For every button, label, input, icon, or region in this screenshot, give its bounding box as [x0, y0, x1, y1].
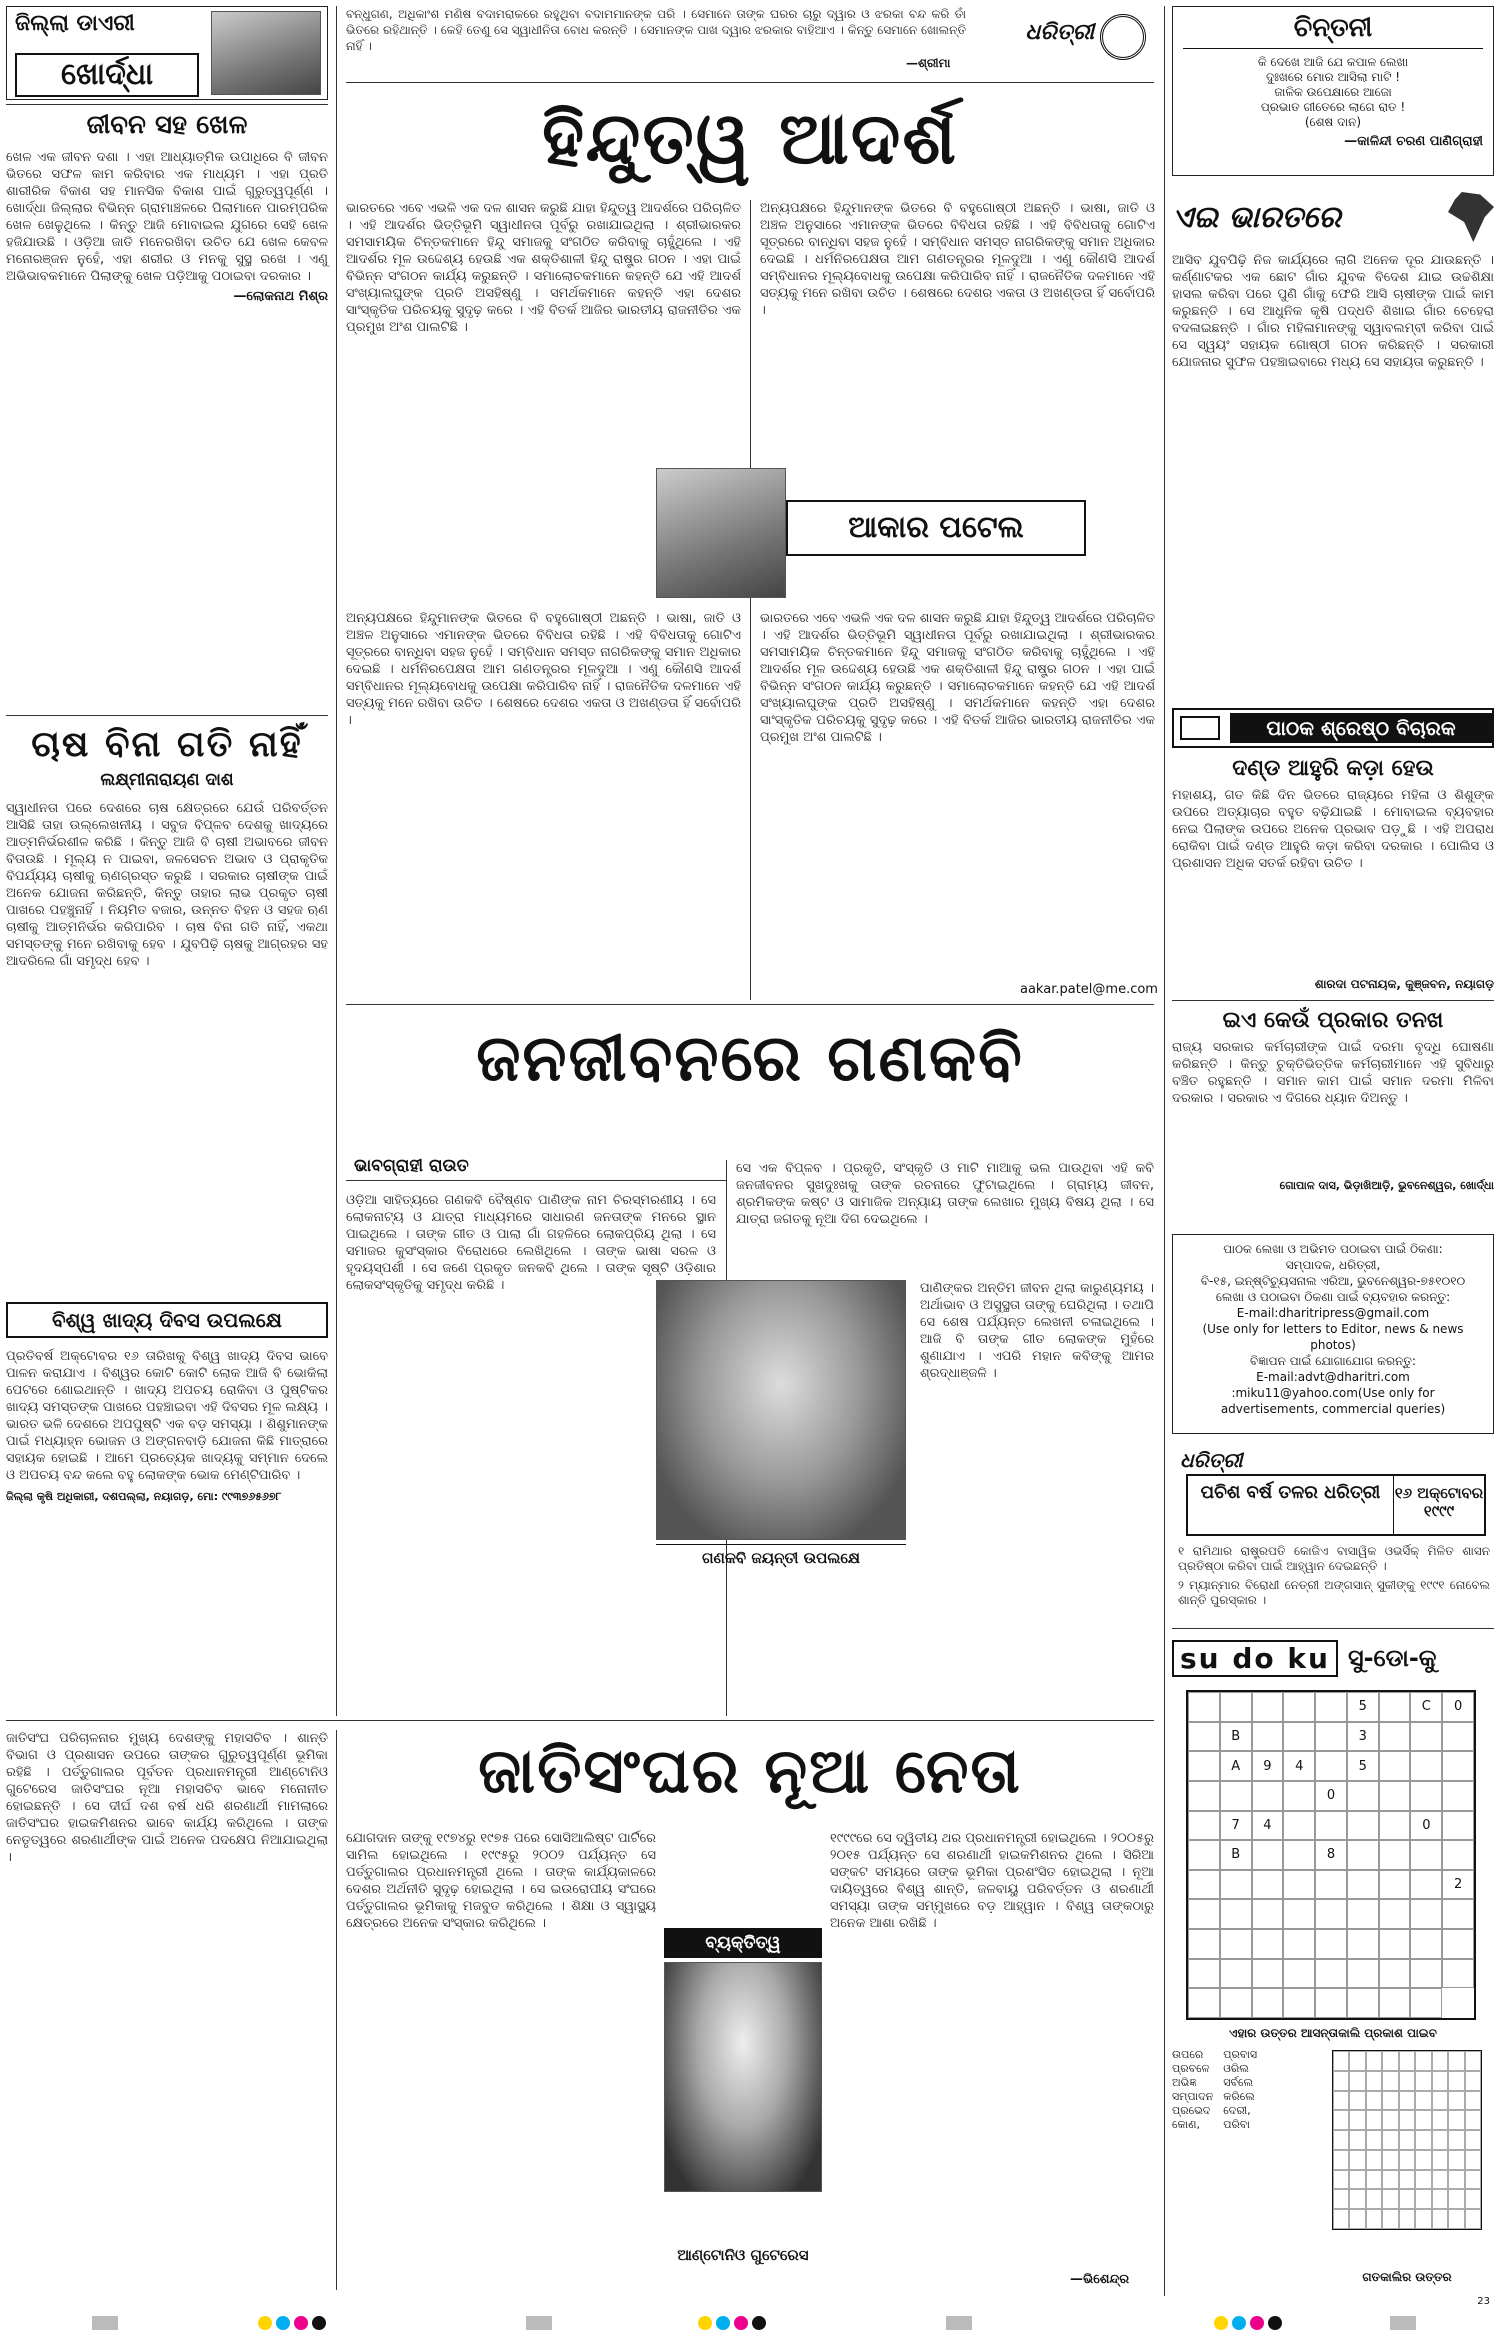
sudoku-cell[interactable]: B	[1220, 1840, 1252, 1870]
sudoku-cell[interactable]	[1315, 1692, 1347, 1722]
solution-cell	[1399, 2150, 1415, 2170]
sudoku-cell[interactable]: 8	[1315, 1840, 1347, 1870]
sudoku-cell[interactable]	[1410, 1751, 1442, 1781]
abroad-title: ଏଇ ଭାରତରେ	[1172, 199, 1341, 235]
solution-cell	[1333, 2091, 1349, 2111]
solution-cell	[1382, 2071, 1398, 2091]
chintanani-line-1: କି ଦେଖେ ଆଜି ଯେ କପାଳ ଲେଖା	[1257, 55, 1409, 69]
submission-address: ବି-୧୫, ଇନ୍‌ଷ୍ଟିଚ୍ୟୁସନାଲ ଏରିଆ, ଭୁବନେଶ୍ୱର-୭୫୧୦୧୦	[1200, 1274, 1466, 1288]
life-game-body: ଖେଳ ଏକ ଜୀବନ ଦଶା । ଏହା ଆଧ୍ୟାତ୍ମିକ ଉପାଧିରେ ବି ଜୀବନ ଭିତରେ ସଫଳ କାମ କରିବାର ଏକ ମାଧ୍ୟମ । ଏହା ପ୍ରତି ଶାରୀରିକ ବିକାଶ ସହ ମାନସିକ ବିକାଶ ପାଇଁ ଗୁରୁତ୍ୱପୂର୍ଣ୍ଣ । ଖୋର୍ଦ୍ଧା ଜିଲ୍ଲାର ବିଭିନ୍ନ ଗ୍ରାମାଞ୍ଚଳରେ ପିଲାମାନେ ପାରମ୍ପରିକ ଖେଳ ଖେଳୁଥିଲେ । କିନ୍ତୁ ଆଜି ମୋବାଇଲ ଯୁଗରେ ସେହି ଖେଳ ହଜିଯାଉଛି । ଓଡ଼ିଆ ଜାତି ମନେରଖିବା ଉଚିତ ଯେ ଖେଳ କେବଳ ମନୋରଞ୍ଜନ ନୁହେଁ, ଏହା ଶରୀର ଓ ମନକୁ ସୁସ୍ଥ ରଖେ । ଏଣୁ ଅଭିଭାବକମାନେ ପିଲାଙ୍କୁ ଖେଳ ପଡ଼ିଆକୁ ପଠାଇବା ଦରକାର ।	[6, 150, 328, 284]
solution-cell	[1399, 2209, 1415, 2229]
abroad-body: ଆସିବ ଯୁବପିଢ଼ି ନିଜ କାର୍ଯ୍ୟରେ ଲାଗି ଅନେକ ଦୂର ଯାଉଛନ୍ତି । କର୍ଣ୍ଣାଟକର ଏକ ଛୋଟ ଗାଁର ଯୁବକ ବିଦେଶ ଯାଇ ଉଚ୍ଚଶିକ୍ଷା ହାସଲ କରିବା ପରେ ପୁଣି ଗାଁକୁ ଫେରି ଆସି ଚାଷୀଙ୍କ ପାଇଁ କାମ କରୁଛନ୍ତି । ସେ ଆଧୁନିକ କୃଷି ପଦ୍ଧତି ଶିଖାଇ ଗାଁର ଚେହେରା ବଦଳାଇଛନ୍ତି । ଗାଁର ମହିଳାମାନଙ୍କୁ ସ୍ୱାବଲମ୍ବୀ କରିବା ପାଇଁ ସେ ସ୍ୱୟଂ ସହାୟକ ଗୋଷ୍ଠୀ ଗଠନ କରିଛନ୍ତି । ସରକାରୀ ଯୋଜନାର ସୁଫଳ ପହଞ୍ଚାଇବାରେ ମଧ୍ୟ ସେ ସହାୟତା କରୁଛନ୍ତି ।	[1172, 253, 1494, 370]
sudoku-cell[interactable]: A	[1220, 1751, 1252, 1781]
solution-cell	[1349, 2130, 1365, 2150]
solution-cell	[1415, 2189, 1431, 2209]
solution-cell	[1432, 2170, 1448, 2190]
chintanani-line-3: ଜାଳିକ ଉପେକ୍ଷାରେ ଆଜୋ	[1274, 85, 1392, 99]
solution-cell	[1333, 2170, 1349, 2190]
wheel-icon	[1100, 14, 1146, 60]
sudoku-cell[interactable]	[1442, 1899, 1474, 1929]
solution-cell	[1349, 2071, 1365, 2091]
sudoku-cell[interactable]	[1410, 1781, 1442, 1811]
lead-column-2b-text: ଭାରତରେ ଏବେ ଏଭଳି ଏକ ଦଳ ଶାସନ କରୁଛି ଯାହା ହିନ୍ଦୁତ୍ୱ ଆଦର୍ଶରେ ପରିଚାଳିତ । ଏହି ଆଦର୍ଶର ଭିତ୍ତିଭୂମି ସ୍ୱାଧୀନତା ପୂର୍ବରୁ ରଖାଯାଇଥିଲା । ଶ୍ରୀଭାରକର ସମସାମୟିକ ଚିନ୍ତକମାନେ ହିନ୍ଦୁ ସମାଜକୁ ସଂଗଠିତ କରିବାକୁ ଚାହୁଁଥିଲେ । ଏହି ଆଦର୍ଶର ମୂଳ ଉଦ୍ଦେଶ୍ୟ ହେଉଛି ଏକ ଶକ୍ତିଶାଳୀ ହିନ୍ଦୁ ରାଷ୍ଟ୍ର ଗଠନ । ଏହା ପାଇଁ ବିଭିନ୍ନ ସଂଗଠନ କାର୍ଯ୍ୟ କରୁଛନ୍ତି । ସମାଲୋଚକମାନେ କହନ୍ତି ଯେ ଏହି ଆଦର୍ଶ ସଂଖ୍ୟାଲଘୁଙ୍କ ପ୍ରତି ଅସହିଷ୍ଣୁ । ସମର୍ଥକମାନେ କହନ୍ତି ଏହା ଦେଶର ସାଂସ୍କୃତିକ ପରିଚୟକୁ ସୁଦୃଢ଼ କରେ । ଏହି ବିତର୍କ ଆଜିର ଭାରତୀୟ ରାଜନୀତିର ଏକ ପ୍ରମୁଖ ଅଂଶ ପାଲଟିଛି ।	[760, 611, 1155, 745]
letter-2-body: ରାଜ୍ୟ ସରକାର କର୍ମଚାରୀଙ୍କ ପାଇଁ ଦରମା ବୃଦ୍ଧି ଘୋଷଣା କରିଛନ୍ତି । କିନ୍ତୁ ଚୁକ୍ତିଭିତ୍ତିକ କର୍ମଚାରୀମାନେ ଏହି ସୁବିଧାରୁ ବଞ୍ଚିତ ରହୁଛନ୍ତି । ସମାନ କାମ ପାଇଁ ସମାନ ଦରମା ମିଳିବା ଦରକାର । ସରକାର ଏ ଦିଗରେ ଧ୍ୟାନ ଦିଅନ୍ତୁ ।	[1172, 1040, 1494, 1106]
solution-cell	[1465, 2189, 1481, 2209]
solution-cell	[1432, 2091, 1448, 2111]
sudoku-cell[interactable]	[1347, 1899, 1379, 1929]
sudoku-cell[interactable]	[1220, 1959, 1252, 1989]
solution-cell	[1448, 2110, 1464, 2130]
letters-banner-text: ପାଠକ ଶ୍ରେଷ୍ଠ ବିଚାରକ	[1230, 713, 1492, 743]
sudoku-cell[interactable]	[1252, 1781, 1284, 1811]
sudoku-cell[interactable]	[1188, 1722, 1220, 1752]
temple-photo	[211, 11, 321, 95]
solution-cell	[1382, 2051, 1398, 2071]
sudoku-cell[interactable]	[1283, 1959, 1315, 1989]
page-number: 23	[1477, 2296, 1490, 2307]
abroad-header	[1172, 192, 1494, 242]
poet-headline: ଜନଜୀବନରେ ଗଣକବି	[476, 1022, 1024, 1096]
sudoku-cell[interactable]	[1283, 1988, 1315, 2018]
submission-note: ଲେଖା ଓ ପଠାଇବା ଠିକଣା ପାଇଁ ବ୍ୟବହାର କରନ୍ତୁ:	[1215, 1290, 1451, 1304]
submission-email-3-note: advertisements, commercial queries)	[1220, 1402, 1446, 1416]
sudoku-cell[interactable]: 3	[1347, 1722, 1379, 1752]
letter-1-body: ମହାଶୟ, ଗତ କିଛି ଦିନ ଭିତରେ ରାଜ୍ୟରେ ମହିଳା ଓ ଶିଶୁଙ୍କ ଉପରେ ଅତ୍ୟାଚାର ବହୁତ ବଢ଼ିଯାଇଛି । ମୋବାଇଲ ବ୍ୟବହାର ନେଇ ପିଲାଙ୍କ ଉପରେ ଅନେକ ପ୍ରଭାବ ପଡ଼ୁଛି । ଏହି ଅପରାଧ ରୋକିବା ପାଇଁ ଦଣ୍ଡ ଆହୁରି କଡ଼ା କରିବା ଦରକାର । ପୋଲିସ ଓ ପ୍ରଶାସନ ଅଧିକ ସତର୍କ ରହିବା ଉଚିତ ।	[1172, 788, 1494, 871]
sudoku-cell[interactable]: 9	[1252, 1751, 1284, 1781]
solution-cell	[1448, 2209, 1464, 2229]
sudoku-cell[interactable]	[1379, 1840, 1411, 1870]
archive-date: ୧୬ ଅକ୍ଟୋବର ୧୯୯୯	[1393, 1476, 1484, 1534]
life-game-attribution: —ଲୋକନାଥ ମିଶ୍ର	[233, 289, 328, 304]
solution-cell	[1399, 2071, 1415, 2091]
sudoku-cell[interactable]	[1283, 1722, 1315, 1752]
sudoku-cell[interactable]	[1188, 1811, 1220, 1841]
farming-author: ଲକ୍ଷ୍ମୀନାରାୟଣ ଦାଶ	[100, 770, 234, 790]
crossword-clues	[1172, 2048, 1322, 2132]
clue-a-5: ପ୍ରଭେଦ	[1172, 2104, 1211, 2117]
archive-item-1: ୧ ରାମିଥାର ରାଷ୍ଟ୍ରପତି କୋଜିଏ ବାସାୱିକ ଓଭର୍ସିକ୍ ମିଳିତ ଶାସନ ପ୍ରତିଷ୍ଠା କରିବା ପାଇଁ ଆହ୍ୱାନ ଦେଇଛନ୍ତି ।	[1178, 1544, 1490, 1573]
clue-a-6: କୋଣ,	[1172, 2118, 1200, 2131]
submission-email-1[interactable]: E-mail:dharitripress@gmail.com	[1236, 1306, 1430, 1320]
solution-cell	[1399, 2189, 1415, 2209]
sudoku-cell[interactable]: 0	[1442, 1692, 1474, 1722]
sudoku-cell[interactable]	[1442, 1722, 1474, 1752]
sudoku-cell[interactable]	[1252, 1899, 1284, 1929]
sudoku-cell[interactable]	[1442, 1751, 1474, 1781]
solution-cell	[1465, 2051, 1481, 2071]
poet-portrait	[656, 1280, 906, 1540]
sudoku-cell[interactable]	[1410, 1722, 1442, 1752]
solution-cell	[1465, 2209, 1481, 2229]
clue-b-1: ପ୍ରବାସ	[1223, 2048, 1258, 2061]
sudoku-cell[interactable]	[1442, 1959, 1474, 1989]
submission-note-2: ବିଜ୍ଞାପନ ପାଇଁ ଯୋଗାଯୋଗ କରନ୍ତୁ:	[1250, 1354, 1416, 1368]
sudoku-cell[interactable]	[1188, 1959, 1220, 1989]
sudoku-cell[interactable]	[1188, 1870, 1220, 1900]
solution-cell	[1415, 2209, 1431, 2229]
dharitri-logo: ଧରିତ୍ରୀ	[1025, 20, 1094, 45]
solution-cell	[1333, 2189, 1349, 2209]
solution-cell	[1432, 2209, 1448, 2229]
solution-cell	[1382, 2209, 1398, 2229]
leader-column-3: ୧୯୯୯ରେ ସେ ଦ୍ୱିତୀୟ ଥର ପ୍ରଧାନମନ୍ତ୍ରୀ ହୋଇଥିଲେ । ୨୦୦୫ରୁ ୨୦୧୫ ପର୍ଯ୍ୟନ୍ତ ସେ ଶରଣାର୍ଥୀ ହାଇକମିଶନର ଥିଲେ । ସିରିଆ ସଙ୍କଟ ସମୟରେ ତାଙ୍କ ଭୂମିକା ପ୍ରଶଂସିତ ହୋଇଥିଲା । ନୂଆ ଦାୟିତ୍ୱରେ ବିଶ୍ୱ ଶାନ୍ତି, ଜଳବାୟୁ ପରିବର୍ତ୍ତନ ଓ ଶରଣାର୍ଥୀ ସମସ୍ୟା ତାଙ୍କ ସମ୍ମୁଖରେ ବଡ଼ ଆହ୍ୱାନ । ବିଶ୍ୱ ତାଙ୍କଠାରୁ ଅନେକ ଆଶା ରଖିଛି ।	[830, 1831, 1154, 1931]
lead-column-1b-text: ଅନ୍ୟପକ୍ଷରେ ହିନ୍ଦୁମାନଙ୍କ ଭିତରେ ବି ବହୁଗୋଷ୍ଠୀ ଅଛନ୍ତି । ଭାଷା, ଜାତି ଓ ଅଞ୍ଚଳ ଅନୁସାରେ ଏମାନଙ୍କ ଭିତରେ ବିବିଧତା ରହିଛି । ଏହି ବିବିଧତାକୁ ଗୋଟିଏ ସୂତ୍ରରେ ବାନ୍ଧିବା ସହଜ ନୁହେଁ । ସମ୍ବିଧାନ ସମସ୍ତ ନାଗରିକଙ୍କୁ ସମାନ ଅଧିକାର ଦେଇଛି । ଧର୍ମନିରପେକ୍ଷତା ଆମ ଗଣତନ୍ତ୍ରର ମୂଳଦୁଆ । ଏଣୁ କୌଣସି ଆଦର୍ଶ ସମ୍ବିଧାନର ମୂଲ୍ୟବୋଧକୁ ଉପେକ୍ଷା କରିପାରିବ ନାହିଁ । ରାଜନୈତିକ ଦଳମାନେ ଏହି ସତ୍ୟକୁ ମନେ ରଖିବା ଉଚିତ । ଶେଷରେ ଦେଶର ଏକତା ଓ ଅଖଣ୍ଡତା ହିଁ ସର୍ବୋପରି ।	[346, 611, 741, 728]
solution-cell	[1349, 2091, 1365, 2111]
sudoku-cell[interactable]	[1410, 1988, 1442, 2018]
sudoku-cell[interactable]	[1188, 1751, 1220, 1781]
district-diary-box	[6, 6, 328, 100]
letter-1-sign: ଶାରଦା ପଟନାୟକ, କୁଞ୍ଜବନ, ନୟାଗଡ଼	[1314, 977, 1494, 991]
sudoku-cell[interactable]	[1252, 1870, 1284, 1900]
sudoku-cell[interactable]: 2	[1442, 1870, 1474, 1900]
sudoku-cell[interactable]: 5	[1347, 1692, 1379, 1722]
solution-cell	[1415, 2150, 1431, 2170]
solution-cell	[1366, 2209, 1382, 2229]
chintanani-line-2: ଦୁଃଖରେ ମୋର ଆସିଲା ମାଟି !	[1265, 70, 1401, 84]
sudoku-cell[interactable]	[1379, 1988, 1411, 2018]
solution-cell	[1399, 2051, 1415, 2071]
chintanani-line-5: (ଶେଷ ଦାନ)	[1304, 115, 1362, 129]
solution-cell	[1382, 2170, 1398, 2190]
letter-2-sign: ଗୋପାଳ ଦାସ, ଭିଡ଼ାଖିଆଡ଼ି, ଭୁବନେଶ୍ୱର, ଖୋର୍ଦ୍ଧା	[1279, 1179, 1494, 1192]
lead-column-1b	[346, 610, 741, 1000]
sudoku-cell[interactable]: 4	[1252, 1811, 1284, 1841]
lead-author-box	[786, 500, 1086, 556]
submission-intro: ପାଠକ ଲେଖା ଓ ଅଭିମତ ପଠାଇବା ପାଇଁ ଠିକଣା:	[1223, 1242, 1443, 1256]
sudoku-cell[interactable]	[1220, 1899, 1252, 1929]
chintanani-attribution: —କାଳିନ୍ଦୀ ଚରଣ ପାଣିଗ୍ରାହୀ	[1344, 134, 1483, 149]
clue-a-1: ଉପରେ	[1172, 2048, 1204, 2061]
sudoku-cell[interactable]	[1188, 1840, 1220, 1870]
solution-cell	[1333, 2110, 1349, 2130]
solution-cell	[1366, 2071, 1382, 2091]
solution-cell	[1349, 2051, 1365, 2071]
clue-b-5: ଦେରୀ,	[1223, 2104, 1251, 2117]
solution-cell	[1432, 2051, 1448, 2071]
lead-column-2: ଅନ୍ୟପକ୍ଷରେ ହିନ୍ଦୁମାନଙ୍କ ଭିତରେ ବି ବହୁଗୋଷ୍ଠୀ ଅଛନ୍ତି । ଭାଷା, ଜାତି ଓ ଅଞ୍ଚଳ ଅନୁସାରେ ଏମାନଙ୍କ ଭିତରେ ବିବିଧତା ରହିଛି । ଏହି ବିବିଧତାକୁ ଗୋଟିଏ ସୂତ୍ରରେ ବାନ୍ଧିବା ସହଜ ନୁହେଁ । ସମ୍ବିଧାନ ସମସ୍ତ ନାଗରିକଙ୍କୁ ସମାନ ଅଧିକାର ଦେଇଛି । ଧର୍ମନିରପେକ୍ଷତା ଆମ ଗଣତନ୍ତ୍ରର ମୂଳଦୁଆ । ଏଣୁ କୌଣସି ଆଦର୍ଶ ସମ୍ବିଧାନର ମୂଲ୍ୟବୋଧକୁ ଉପେକ୍ଷା କରିପାରିବ ନାହିଁ । ରାଜନୈତିକ ଦଳମାନେ ଏହି ସତ୍ୟକୁ ମନେ ରଖିବା ଉଚିତ । ଶେଷରେ ଦେଶର ଏକତା ଓ ଅଖଣ୍ଡତା ହିଁ ସର୍ବୋପରି ।	[760, 201, 1155, 318]
sudoku-cell[interactable]	[1220, 1870, 1252, 1900]
solution-cell	[1399, 2091, 1415, 2111]
solution-cell	[1465, 2110, 1481, 2130]
sudoku-cell[interactable]	[1188, 1899, 1220, 1929]
sudoku-cell[interactable]	[1283, 1870, 1315, 1900]
sudoku-cell[interactable]	[1347, 1811, 1379, 1841]
food-day-attribution: ଜିଲ୍ଲା କୃଷି ଅଧିକାରୀ, ଦଶପଲ୍ଲା, ନୟାଗଡ଼, ମୋ: ୯୯୩୭୬୫୬୭୮	[6, 1490, 282, 1503]
sudoku-cell[interactable]	[1379, 1722, 1411, 1752]
clues-col-b	[1223, 2048, 1257, 2132]
sudoku-cell[interactable]	[1220, 1929, 1252, 1959]
poet-column-1: ଓଡ଼ିଆ ସାହିତ୍ୟରେ ଗଣକବି ବୈଷ୍ଣବ ପାଣିଙ୍କ ନାମ ଚିରସ୍ମରଣୀୟ । ସେ ଲୋକନାଟ୍ୟ ଓ ଯାତ୍ରା ମାଧ୍ୟମରେ ସାଧାରଣ ଜନତାଙ୍କ ମନରେ ସ୍ଥାନ ପାଇଥିଲେ । ତାଙ୍କ ଗୀତ ଓ ପାଲା ଗାଁ ଗହଳିରେ ଲୋକପ୍ରିୟ ଥିଲା । ସେ ସମାଜର କୁସଂସ୍କାର ବିରୋଧରେ ଲେଖିଥିଲେ । ତାଙ୍କ ଭାଷା ସରଳ ଓ ହୃଦୟସ୍ପର୍ଶୀ । ସେ ଜଣେ ପ୍ରକୃତ ଜନକବି ଥିଲେ । ତାଙ୍କ ସୃଷ୍ଟି ଓଡ଼ିଶାର ଲୋକସଂସ୍କୃତିକୁ ସମୃଦ୍ଧ କରିଛି ।	[346, 1193, 716, 1293]
clue-b-4: କରିଲେ	[1223, 2090, 1255, 2103]
food-day-body: ପ୍ରତିବର୍ଷ ଅକ୍ଟୋବର ୧୬ ତାରିଖକୁ ବିଶ୍ୱ ଖାଦ୍ୟ ଦିବସ ଭାବେ ପାଳନ କରାଯାଏ । ବିଶ୍ୱର କୋଟି କୋଟି ଲୋକ ଆଜି ବି ଭୋକିଲା ପେଟରେ ଶୋଇଥାନ୍ତି । ଖାଦ୍ୟ ଅପଚୟ ରୋକିବା ଓ ପୁଷ୍ଟିକର ଖାଦ୍ୟ ସମସ୍ତଙ୍କ ପାଖରେ ପହଞ୍ଚାଇବା ଏହି ଦିବସର ମୂଳ ଲକ୍ଷ୍ୟ । ଭାରତ ଭଳି ଦେଶରେ ଅପପୁଷ୍ଟି ଏକ ବଡ଼ ସମସ୍ୟା । ଶିଶୁମାନଙ୍କ ପାଇଁ ମଧ୍ୟାହ୍ନ ଭୋଜନ ଓ ଅଙ୍ଗନବାଡ଼ି ଯୋଜନା କିଛି ମାତ୍ରାରେ ସହାୟକ ହୋଇଛି । ଆମେ ପ୍ରତ୍ୟେକ ଖାଦ୍ୟକୁ ସମ୍ମାନ ଦେଲେ ଓ ଅପଚୟ ବନ୍ଦ କଲେ ବହୁ ଲୋକଙ୍କ ଭୋକ ମେଣ୍ଟିପାରିବ ।	[6, 1349, 328, 1483]
submission-email-2[interactable]: E-mail:advt@dharitri.com	[1256, 1370, 1410, 1384]
sudoku-cell[interactable]	[1315, 1988, 1347, 2018]
sudoku-header	[1172, 1636, 1494, 1680]
solution-cell	[1465, 2091, 1481, 2111]
solution-cell	[1333, 2051, 1349, 2071]
sudoku-solution-grid	[1332, 2050, 1482, 2230]
sudoku-cell[interactable]	[1442, 1929, 1474, 1959]
sudoku-cell[interactable]: B	[1220, 1722, 1252, 1752]
chintanani-line-4: ପ୍ରଭାତ ଗୀତେରେ ଲାଗେ ରାତ !	[1260, 100, 1406, 114]
poet-caption: ଗଣକବି ଜୟନ୍ତୀ ଉପଲକ୍ଷେ	[656, 1544, 906, 1567]
solution-cell	[1415, 2110, 1431, 2130]
solution-cell	[1432, 2150, 1448, 2170]
sudoku-cell[interactable]: C	[1410, 1692, 1442, 1722]
sudoku-title-odia: ସୁ-ଡୋ-କୁ	[1347, 1644, 1437, 1672]
submission-email-1-note: (Use only for letters to Editor, news & news photos)	[1202, 1322, 1464, 1352]
sudoku-cell[interactable]: 0	[1410, 1811, 1442, 1841]
reg-bar-4	[1390, 2316, 1416, 2330]
sudoku-cell[interactable]	[1188, 1988, 1220, 2018]
life-game-title: ଜୀବନ ସହ ଖେଳ	[86, 110, 248, 140]
sudoku-cell[interactable]	[1315, 1959, 1347, 1989]
sudoku-solution-label: ଗତକାଲିର ଉତ୍ତର	[1362, 2270, 1452, 2284]
solution-cell	[1399, 2130, 1415, 2150]
sudoku-cell[interactable]	[1283, 1840, 1315, 1870]
reg-bar-3	[946, 2316, 972, 2330]
india-map-icon	[1448, 192, 1494, 242]
sudoku-cell[interactable]	[1315, 1899, 1347, 1929]
abroad-article	[1172, 192, 1494, 742]
solution-cell	[1349, 2150, 1365, 2170]
sudoku-cell[interactable]	[1442, 1781, 1474, 1811]
lead-headline: ହିନ୍ଦୁତ୍ୱ ଆଦର୍ଶ	[542, 96, 958, 180]
sudoku-cell[interactable]	[1220, 1988, 1252, 2018]
poet-author: ଭାବଗ୍ରାହୀ ରାଉତ	[354, 1156, 469, 1176]
solution-cell	[1366, 2170, 1382, 2190]
envelope-icon	[1180, 716, 1220, 740]
reg-bar-1	[92, 2316, 118, 2330]
clue-a-2: ପ୍ରବଳେ	[1172, 2062, 1210, 2075]
sudoku-cell[interactable]: 4	[1283, 1751, 1315, 1781]
sudoku-cell[interactable]	[1410, 1840, 1442, 1870]
solution-cell	[1349, 2110, 1365, 2130]
reg-dots-1	[258, 2316, 326, 2330]
archive-logo: ଧରିତ୍ରୀ	[1180, 1448, 1243, 1472]
letter-2	[1172, 1008, 1494, 1193]
chintanani-box	[1172, 6, 1494, 176]
leader-headline: ଜାତିସଂଘର ନୂଆ ନେତା	[478, 1734, 1022, 1807]
sudoku-cell[interactable]	[1283, 1692, 1315, 1722]
author-portrait	[656, 468, 786, 598]
reg-dots-3	[1214, 2316, 1282, 2330]
solution-cell	[1448, 2091, 1464, 2111]
sudoku-grid[interactable]	[1186, 1690, 1476, 2020]
sudoku-cell[interactable]	[1379, 1959, 1411, 1989]
reg-dots-2	[698, 2316, 766, 2330]
leader-tag: ବ୍ୟକ୍ତିତ୍ୱ	[664, 1928, 822, 1958]
sudoku-cell[interactable]	[1283, 1899, 1315, 1929]
solution-cell	[1432, 2130, 1448, 2150]
sudoku-cell[interactable]	[1379, 1929, 1411, 1959]
clue-b-3: ସର୍ବଲେ	[1223, 2076, 1254, 2089]
sudoku-cell[interactable]	[1410, 1899, 1442, 1929]
solution-cell	[1382, 2130, 1398, 2150]
solution-cell	[1415, 2091, 1431, 2111]
sudoku-cell[interactable]	[1283, 1929, 1315, 1959]
solution-cell	[1448, 2071, 1464, 2091]
solution-cell	[1382, 2110, 1398, 2130]
solution-cell	[1465, 2071, 1481, 2091]
solution-cell	[1448, 2189, 1464, 2209]
solution-cell	[1415, 2051, 1431, 2071]
solution-cell	[1448, 2150, 1464, 2170]
clues-col-a	[1172, 2048, 1213, 2132]
sudoku-cell[interactable]	[1252, 1840, 1284, 1870]
sudoku-cell[interactable]	[1347, 1959, 1379, 1989]
sudoku-cell[interactable]	[1347, 1840, 1379, 1870]
solution-cell	[1415, 2130, 1431, 2150]
leader-column-2: ଯୋଗଦାନ ତାଙ୍କୁ ୧୯୭୪ରୁ ୧୯୭୫ ପରେ ସୋସିଆଲିଷ୍ଟ ପାର୍ଟିରେ ସାମିଲ ହୋଇଥିଲେ । ୧୯୯୫ରୁ ୨୦୦୨ ପର୍ଯ୍ୟନ୍ତ ସେ ପର୍ତ୍ତୁଗାଲର ପ୍ରଧାନମନ୍ତ୍ରୀ ଥିଲେ । ତାଙ୍କ କାର୍ଯ୍ୟକାଳରେ ଦେଶର ଅର୍ଥନୀତି ସୁଦୃଢ଼ ହୋଇଥିଲା । ସେ ଇଉରୋପୀୟ ସଂଘରେ ପର୍ତ୍ତୁଗାଲର ଭୂମିକାକୁ ମଜବୁତ କରିଥିଲେ । ଶିକ୍ଷା ଓ ସ୍ୱାସ୍ଥ୍ୟ କ୍ଷେତ୍ରରେ ଅନେକ ସଂସ୍କାର କରିଥିଲେ ।	[346, 1831, 656, 1931]
sudoku-cell[interactable]	[1347, 1870, 1379, 1900]
sudoku-cell[interactable]	[1220, 1781, 1252, 1811]
sudoku-cell[interactable]	[1379, 1870, 1411, 1900]
chintanani-title: ଚିନ୍ତନୀ	[1183, 13, 1483, 49]
district-label: ଜିଲ୍ଲା ଡାଏରୀ	[15, 11, 135, 36]
sudoku-cell[interactable]	[1410, 1959, 1442, 1989]
solution-cell	[1366, 2110, 1382, 2130]
submission-email-3[interactable]: :miku11@yahoo.com(Use only for	[1231, 1386, 1435, 1400]
sudoku-cell[interactable]	[1252, 1692, 1284, 1722]
solution-cell	[1333, 2071, 1349, 2091]
leader-column-1: ଜାତିସଂଘ ପରିଚାଳନାର ମୁଖ୍ୟ ଦେଶଙ୍କୁ ମହାସଚିବ । ଶାନ୍ତି ବିଭାଗ ଓ ପ୍ରଶାସନ ଉପରେ ତାଙ୍କର ଗୁରୁତ୍ୱପୂର୍ଣ୍ଣ ଭୂମିକା ରହିଛି । ପର୍ତ୍ତୁଗାଲର ପୂର୍ବତନ ପ୍ରଧାନମନ୍ତ୍ରୀ ଆଣ୍ଟୋନିଓ ଗୁଟେରେସ ଜାତିସଂଘର ନୂଆ ମହାସଚିବ ଭାବେ ମନୋନୀତ ହୋଇଛନ୍ତି । ସେ ଦୀର୍ଘ ଦଶ ବର୍ଷ ଧରି ଶରଣାର୍ଥୀ ମାମଲାରେ ଜାତିସଂଘର ହାଇକମିଶନର ଭାବେ କାର୍ଯ୍ୟ କରିଥିଲେ । ତାଙ୍କ ନେତୃତ୍ୱରେ ଶରଣାର୍ଥୀଙ୍କ ପାଇଁ ଅନେକ ପଦକ୍ଷେପ ନିଆଯାଇଥିଲା ।	[6, 1731, 328, 1865]
solution-cell	[1448, 2170, 1464, 2190]
sudoku-cell[interactable]	[1188, 1929, 1220, 1959]
sudoku-cell[interactable]	[1188, 1781, 1220, 1811]
reg-bar-2	[526, 2316, 552, 2330]
sudoku-cell[interactable]	[1252, 1959, 1284, 1989]
sudoku-cell[interactable]	[1442, 1840, 1474, 1870]
letter-1	[1172, 756, 1494, 992]
solution-cell	[1349, 2189, 1365, 2209]
life-game-article	[6, 110, 328, 304]
solution-cell	[1448, 2130, 1464, 2150]
sudoku-title-latin: su do ku	[1172, 1640, 1338, 1677]
solution-cell	[1366, 2130, 1382, 2150]
solution-cell	[1432, 2189, 1448, 2209]
food-day-article	[6, 1302, 328, 1504]
sudoku-note: ଏହାର ଉତ୍ତର ଆସନ୍ତାକାଲି ପ୍ରକାଶ ପାଇବ	[1229, 2026, 1437, 2040]
letter-2-title: ଇଏ କେଉଁ ପ୍ରକାର ତନଖ	[1222, 1008, 1444, 1033]
solution-cell	[1415, 2170, 1431, 2190]
solution-cell	[1333, 2130, 1349, 2150]
sudoku-cell[interactable]	[1347, 1781, 1379, 1811]
sudoku-cell[interactable]	[1379, 1781, 1411, 1811]
sudoku-cell[interactable]	[1283, 1781, 1315, 1811]
solution-cell	[1399, 2110, 1415, 2130]
sudoku-cell[interactable]	[1252, 1929, 1284, 1959]
clue-b-6: ପରିବା	[1223, 2118, 1250, 2131]
food-day-title: ବିଶ୍ୱ ଖାଦ୍ୟ ଦିବସ ଉପଲକ୍ଷେ	[6, 1302, 328, 1338]
archive-box	[1172, 1448, 1494, 1618]
top-note	[346, 6, 1154, 76]
solution-cell	[1366, 2189, 1382, 2209]
solution-cell	[1366, 2150, 1382, 2170]
sudoku-cell[interactable]	[1379, 1811, 1411, 1841]
solution-cell	[1382, 2091, 1398, 2111]
farming-article	[6, 724, 328, 970]
clue-a-4: ସମ୍ପାଦନ	[1172, 2090, 1214, 2103]
sudoku-cell[interactable]	[1220, 1692, 1252, 1722]
sudoku-cell[interactable]	[1315, 1751, 1347, 1781]
poet-column-3: ପାଣିଙ୍କର ଅନ୍ତିମ ଜୀବନ ଥିଲା କାରୁଣ୍ୟମୟ । ଅର୍ଥାଭାବ ଓ ଅସୁସ୍ଥତା ତାଙ୍କୁ ଘେରିଥିଲା । ତଥାପି ସେ ଶେଷ ପର୍ଯ୍ୟନ୍ତ ଲେଖନୀ ଚଳାଇଥିଲେ । ଆଜି ବି ତାଙ୍କ ଗୀତ ଲୋକଙ୍କ ମୁହଁରେ ଶୁଣାଯାଏ । ଏପରି ମହାନ କବିଙ୍କୁ ଆମର ଶ୍ରଦ୍ଧାଞ୍ଜଳି ।	[920, 1281, 1154, 1381]
sudoku-cell[interactable]: 0	[1315, 1781, 1347, 1811]
sudoku-cell[interactable]	[1252, 1722, 1284, 1752]
poet-column-2: ସେ ଏକ ବିପ୍ଳବ । ପ୍ରକୃତି, ସଂସ୍କୃତି ଓ ମାଟି ମାଆକୁ ଭଲ ପାଉଥିବା ଏହି କବି ଜନଜୀବନର ସୁଖଦୁଃଖକୁ ତାଙ୍କ ରଚନାରେ ଫୁଟାଇଥିଲେ । ଗ୍ରାମ୍ୟ ଜୀବନ, ଶ୍ରମିକଙ୍କ କଷ୍ଟ ଓ ସାମାଜିକ ଅନ୍ୟାୟ ତାଙ୍କ ଲେଖାର ମୁଖ୍ୟ ବିଷୟ ଥିଲା । ସେ ଯାତ୍ରା ଜଗତକୁ ନୂଆ ଦିଗ ଦେଇଥିଲେ ।	[736, 1161, 1154, 1227]
district-name: ଖୋର୍ଦ୍ଧା	[15, 53, 199, 97]
submission-box	[1172, 1234, 1494, 1434]
sudoku-cell[interactable]	[1379, 1751, 1411, 1781]
leader-attribution: —ଭିଶେନ୍ଦ୍ର	[1070, 2272, 1130, 2287]
submission-editor: ସମ୍ପାଦକ, ଧରିତ୍ରୀ,	[1285, 1258, 1381, 1272]
farming-title: ଚାଷ ବିନା ଗତି ନାହିଁ	[31, 724, 303, 765]
solution-cell	[1366, 2051, 1382, 2071]
sudoku-cell[interactable]	[1410, 1870, 1442, 1900]
top-note-text: ବନ୍ଧୁଗଣ, ଅଧିକାଂଶ ମଣିଷ ବଦାମରାକରେ ରହୁଥିବା ବଦାମମାନଙ୍କ ପରି । ସେମାନେ ତାଙ୍କ ଘରର ଚାରୁ ଦ୍ୱାର ଓ ଝରକା ବନ୍ଦ କରି ତାଁ ଭିତରେ ରହିଥାନ୍ତି । କେହି ତେଣୁ ସେ ସ୍ୱାଧୀନିତା ବୋଧ କରନ୍ତି । ସେମାନଙ୍କ ପାଖ ଦ୍ୱାର ଝରକାର ବାହିଆଏ । କିନ୍ତୁ ସେମାନେ ଖୋଲନ୍ତି ନାହିଁ ।	[346, 7, 966, 53]
sudoku-cell[interactable]	[1252, 1988, 1284, 2018]
farming-body: ସ୍ୱାଧୀନତା ପରେ ଦେଶରେ ଚାଷ କ୍ଷେତ୍ରରେ ଯେଉଁ ପରିବର୍ତ୍ତନ ଆସିଛି ତାହା ଉଲ୍ଲେଖନୀୟ । ସବୁଜ ବିପ୍ଳବ ଦେଶକୁ ଖାଦ୍ୟରେ ଆତ୍ମନିର୍ଭରଶୀଳ କରିଛି । କିନ୍ତୁ ଆଜି ବି ଚାଷୀ ଅଭାବରେ ଜୀବନ ବିତାଉଛି । ମୂଲ୍ୟ ନ ପାଇବା, ଜଳସେଚନ ଅଭାବ ଓ ପ୍ରାକୃତିକ ବିପର୍ଯ୍ୟୟ ଚାଷୀକୁ ଋଣଗ୍ରସ୍ତ କରୁଛି । ସରକାର ଚାଷୀଙ୍କ ପାଇଁ ଅନେକ ଯୋଜନା କରିଛନ୍ତି, କିନ୍ତୁ ତାହାର ଲାଭ ପ୍ରକୃତ ଚାଷୀ ପାଖରେ ପହଞ୍ଚୁନାହିଁ । ନିୟମିତ ବଜାର, ଉନ୍ନତ ବିହନ ଓ ସହଜ ଋଣ ଚାଷୀକୁ ଆତ୍ମନିର୍ଭର କରିପାରିବ । ଚାଷ ବିନା ଗତି ନାହିଁ, ଏକଥା ସମସ୍ତଙ୍କୁ ମନେ ରଖିବାକୁ ହେବ । ଯୁବପିଢ଼ି ଚାଷକୁ ଆଗ୍ରହର ସହ ଆଦରିଲେ ଗାଁ ସମୃଦ୍ଧ ହେବ ।	[6, 801, 328, 969]
solution-cell	[1399, 2170, 1415, 2190]
solution-cell	[1448, 2051, 1464, 2071]
solution-cell	[1349, 2170, 1365, 2190]
leader-portrait	[664, 1962, 822, 2192]
sudoku-cell[interactable]: 7	[1220, 1811, 1252, 1841]
sudoku-cell[interactable]	[1315, 1722, 1347, 1752]
solution-cell	[1415, 2071, 1431, 2091]
lead-author: ଆକାର ପଟେଲ	[848, 510, 1024, 545]
archive-label-box	[1186, 1474, 1486, 1536]
solution-cell	[1465, 2130, 1481, 2150]
solution-cell	[1382, 2150, 1398, 2170]
sudoku-cell[interactable]	[1188, 1692, 1220, 1722]
sudoku-cell[interactable]	[1379, 1899, 1411, 1929]
archive-label: ପଚିଶ ବର୍ଷ ତଳର ଧରିତ୍ରୀ	[1200, 1482, 1381, 1503]
solution-cell	[1465, 2170, 1481, 2190]
sudoku-cell[interactable]	[1283, 1811, 1315, 1841]
solution-cell	[1432, 2071, 1448, 2091]
sudoku-cell[interactable]	[1315, 1811, 1347, 1841]
solution-cell	[1349, 2209, 1365, 2229]
sudoku-cell[interactable]	[1315, 1929, 1347, 1959]
solution-cell	[1333, 2209, 1349, 2229]
archive-item-2: ୨ ମ୍ୟାନ୍ମାର ବିରୋଧୀ ନେତ୍ରୀ ଅଙ୍ଗସାନ୍ ସୁକୀଙ୍କୁ ୧୯୯୧ ନୋବେଲ ଶାନ୍ତି ପୁରସ୍କାର ।	[1178, 1578, 1490, 1607]
sudoku-cell[interactable]: 5	[1347, 1751, 1379, 1781]
sudoku-cell[interactable]	[1315, 1870, 1347, 1900]
clue-b-2: ଓରିଲ	[1223, 2062, 1249, 2075]
sudoku-cell[interactable]	[1347, 1929, 1379, 1959]
solution-cell	[1366, 2091, 1382, 2111]
letter-1-title: ଦଣ୍ଡ ଆହୁରି କଡ଼ା ହେଉ	[1232, 756, 1434, 781]
clue-a-3: ଅଭିଜ୍ଞ	[1172, 2076, 1197, 2089]
lead-column-2b	[760, 610, 1155, 980]
solution-cell	[1432, 2110, 1448, 2130]
leader-caption: ଆଣ୍ଟୋନିଓ ଗୁଟେରେସ	[677, 2246, 809, 2264]
lead-column-1: ଭାରତରେ ଏବେ ଏଭଳି ଏକ ଦଳ ଶାସନ କରୁଛି ଯାହା ହିନ୍ଦୁତ୍ୱ ଆଦର୍ଶରେ ପରିଚାଳିତ । ଏହି ଆଦର୍ଶର ଭିତ୍ତିଭୂମି ସ୍ୱାଧୀନତା ପୂର୍ବରୁ ରଖାଯାଇଥିଲା । ଶ୍ରୀଭାରକର ସମସାମୟିକ ଚିନ୍ତକମାନେ ହିନ୍ଦୁ ସମାଜକୁ ସଂଗଠିତ କରିବାକୁ ଚାହୁଁଥିଲେ । ଏହି ଆଦର୍ଶର ମୂଳ ଉଦ୍ଦେଶ୍ୟ ହେଉଛି ଏକ ଶକ୍ତିଶାଳୀ ହିନ୍ଦୁ ରାଷ୍ଟ୍ର ଗଠନ । ଏହା ପାଇଁ ବିଭିନ୍ନ ସଂଗଠନ କାର୍ଯ୍ୟ କରୁଛନ୍ତି । ସମାଲୋଚକମାନେ କହନ୍ତି ଯେ ଏହି ଆଦର୍ଶ ସଂଖ୍ୟାଲଘୁଙ୍କ ପ୍ରତି ଅସହିଷ୍ଣୁ । ସମର୍ଥକମାନେ କହନ୍ତି ଏହା ଦେଶର ସାଂସ୍କୃତିକ ପରିଚୟକୁ ସୁଦୃଢ଼ କରେ । ଏହି ବିତର୍କ ଆଜିର ଭାରତୀୟ ରାଜନୀତିର ଏକ ପ୍ରମୁଖ ଅଂଶ ପାଲଟିଛି ।	[346, 201, 741, 335]
solution-cell	[1382, 2189, 1398, 2209]
solution-cell	[1333, 2150, 1349, 2170]
solution-cell	[1465, 2150, 1481, 2170]
top-note-attribution: —ଶ୍ରୀମା	[906, 56, 951, 70]
sudoku-cell[interactable]	[1442, 1811, 1474, 1841]
lead-email[interactable]: aakar.patel@me.com	[1020, 982, 1158, 997]
sudoku-cell[interactable]	[1410, 1929, 1442, 1959]
sudoku-cell[interactable]	[1379, 1692, 1411, 1722]
sudoku-cell[interactable]	[1347, 1988, 1379, 2018]
letters-banner	[1172, 708, 1494, 748]
